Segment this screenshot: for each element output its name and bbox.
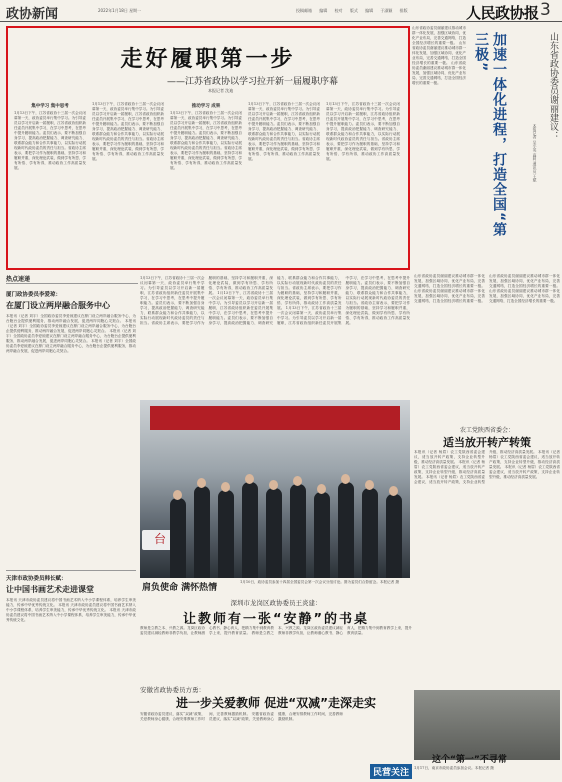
continued-text: 1月13日下午，江苏省政协十三届一次会议闭幕第一天，政协委员举行集中学习。为引导委员以学习开启新一届履职，江苏省政协组织新任委员开展集中学习，在学习中思考，在思考中提升履职能力。委员们表示，要不断加强自身学习，提高政治把握能力、调查研究能力、联系群众能力和合作共事能力，以实际行动展现新时代政协委员的责任与担当。省政协主席表示，要把学习作为履职的基础，坚持学习和履职并重，深化理论武装，做到学有所思、学有所悟、学有所得，推动政协工作高质量发展。 1月13日下午，江苏省政协十三届一次会议闭幕第一天，政协委员举行集中学习。为引导委员以学习开启新一届履职，江苏省政协组织新任委员开展集中学习，在学习中思考，在思考中提升履职能力。委员们表示，要不断加强自身学习，提高政治把握能力、调查研究能力、联系群众能力和合作共事能力，以实际行动展现新时代政协委员的责任与担当。省政协主席表示，要把学习作为履职的基础，坚持学习和履职并重，深化理论武装，做到学有所思、学有所悟、学有所得，推动政协工作高质量发展。 1月13日下午，江苏省政协十三届一次会议闭幕第一天，政协委员举行集中学习。为引导委员以学习开启新一届履职，江苏省政协组织新任委员开展集中学习，在学习中思考，在思考中提升履职能力。委员们表示，要不断加强自身学习，提高政治把握能力、调查研究能力、联系群众能力和合作共事能力，以实际行动展现新时代政协委员的责任与担当。省政协主席表示，要把学习作为履职的基础，坚持学习和履职并重，深化理论武装，做到学有所思、学有所悟、学有所得，推动政协工作高质量发展。 <box>140 276 410 325</box>
article-body: 安徽省政协委员建议，落实“双减”政策，关爱教师身心健康，合理安排教师工作时间，完善教师激励机制。 安徽省政协委员建议，落实“双减”政策，关爱教师身心健康，合理安排教师工作时间，完善教师激励机制。 <box>140 712 343 721</box>
right-feature-author: 本报记者 吴小英 高莉 通讯员 王斌 <box>533 124 538 183</box>
right-feature-body: 山东省政协委员谢丽建议推动城市群一体化发展，加强区域协同，优化产业布局，完善交通网络，打造全国经济增长的重要一极。 山东省政协委员谢丽建议推动城市群一体化发展，加强区域协同，优化产业布局，完善交通网络，打造全国经济增长的重要一极。 山东省政协委员谢丽建议推动城市群一体化发展，加强区域协同，优化产业布局，完善交通网络，打造全国经济增长的重要一极。 <box>412 26 466 85</box>
newspaper-logo: 人民政协报 <box>466 4 539 22</box>
photo-banner <box>150 406 400 430</box>
article-xiamen[interactable] <box>6 290 136 564</box>
main-article-subhead: 推动学习 成果 <box>191 104 221 109</box>
main-article-column: 集中学习 集中思考 1月13日下午，江苏省政协十三届一次会议闭幕第一天，政协委员举行集中学习。为引导委员以学习开启新一届履职，江苏省政协组织新任委员开展集中学习，在学习中思考，在思考中提升履职能力。委员们表示，要不断加强自身学习，提高政治把握能力、调查研究能力、联系群众能力和合作共事能力，以实际行动展现新时代政协委员的责任与担当。省政协主席表示，要把学习作为履职的基础，坚持学习和履职并重，深化理论武装，做到学有所思、学有所悟、学有所得，推动政协工作高质量发展。 <box>14 104 86 170</box>
main-article-title: 走好履职第一步 <box>120 47 296 72</box>
divider <box>6 570 136 571</box>
issue-date: 2022年1月18日 星期一 <box>98 8 142 13</box>
article-kicker: 天津市政协委员韩长赋： <box>6 576 67 582</box>
article-title: 让教师有一张“安静”的书桌 <box>182 612 370 627</box>
footer-logo: 民营关注 <box>370 764 412 779</box>
article-body: 本报讯 天津市政协委员建议将中国书画艺术纳入中小学课程体系，培养学生审美能力，传承中华优秀传统文化。 本报讯 天津市政协委员建议将中国书画艺术纳入中小学课程体系，培养学生审美能力，传承中华优秀传统文化。 本报讯 天津市政协委员建议将中国书画艺术纳入中小学课程体系，培养学生审美能力，传承中华优秀传统文化。 <box>6 598 136 622</box>
right-feature-article[interactable] <box>412 26 558 270</box>
article-title: 在厦门设立两岸融合服务中心 <box>6 301 110 310</box>
hot-news-label: 热点速递 <box>6 274 138 284</box>
article-kicker: 深圳市龙岗区政协委员王炎建： <box>230 599 322 607</box>
section-title: 政协新闻 <box>6 7 59 22</box>
article-body: 本报讯（记者 刘宇）全国政协委员李爱琼建议在厦门设立两岸融合服务中心，为台胞台企提供便利服务，推动两岸融合发展，促进两岸同胞心灵契合。 本报讯（记者 刘宇）全国政协委员李爱琼建议在厦门设立两岸融合服务中心，为台胞台企提供便利服务，推动两岸融合发展，促进两岸同胞心灵契合。 本报讯（记者 刘宇）全国政协委员李爱琼建议在厦门设立两岸融合服务中心，为台胞台企提供便利服务，推动两岸融合发展，促进两岸同胞心灵契合。 本报讯（记者 刘宇）全国政协委员李爱琼建议在厦门设立两岸融合服务中心，为台胞台企提供便利服务，推动两岸融合发展，促进两岸同胞心灵契合。 <box>6 314 136 353</box>
main-article-box[interactable] <box>6 26 410 270</box>
article-kicker: 厦门政协委员李爱琼： <box>6 292 62 298</box>
right-photo-caption: 1月17日，南京市政协委员参加会议。本报记者 摄 <box>414 766 494 770</box>
main-article-column: 1月13日下午，江苏省政协十三届一次会议闭幕第一天，政协委员举行集中学习。为引导委员以学习开启新一届履职，江苏省政协组织新任委员开展集中学习，在学习中思考，在思考中提升履职能力。委员们表示，要不断加强自身学习，提高政治把握能力、调查研究能力、联系群众能力和合作共事能力，以实际行动展现新时代政协委员的责任与担当。省政协主席表示，要把学习作为履职的基础，坚持学习和履职并重，深化理论武装，做到学有所思、学有所悟、学有所得，推动政协工作高质量发展。 <box>248 102 320 161</box>
main-article-subtitle: ——江苏省政协以学习拉开新一届履职序幕 <box>166 77 338 87</box>
article-title: 让中国书画艺术走进课堂 <box>6 585 94 594</box>
right-feature-kicker: 山东省政协委员谢丽建议： <box>548 32 558 140</box>
header-links[interactable]: 投稿邮箱 编辑 校对 版式 编辑 于淑颖 排版 <box>296 8 408 13</box>
page-header <box>0 0 562 22</box>
right-feature-title: 加速一体化进程，打造全国“第三极” <box>473 32 507 238</box>
photo-caption: 1月10日，政协委员参加十四届全国委员会第一次会议分组讨论。图为委员们合影留念。本报记者 摄 <box>240 580 399 584</box>
news-photo[interactable] <box>140 400 410 578</box>
photo-banner-sign: 台 <box>142 530 178 550</box>
photo-caption-title: 肩负使命 满怀热情 <box>142 583 218 593</box>
right-column-text: 山东省政协委员谢丽建议推动城市群一体化发展，加强区域协同，优化产业布局，完善交通网络，打造全国经济增长的重要一极。 山东省政协委员谢丽建议推动城市群一体化发展，加强区域协同，优化产业布局，完善交通网络，打造全国经济增长的重要一极。 山东省政协委员谢丽建议推动城市群一体化发展，加强区域协同，优化产业布局，完善交通网络，打造全国经济增长的重要一极。 山东省政协委员谢丽建议推动城市群一体化发展，加强区域协同，优化产业布局，完善交通网络，打造全国经济增长的重要一极。 <box>414 274 560 303</box>
main-article-author: 本报记者 沈迪 <box>208 88 234 93</box>
article-body: 教师是立教之本、兴教之源。龙岗区政协委员建议减轻教师非教学负担，让教师潜心教书、静心育人，把精力集中到教育教学上来，提升教育质量。 教师是立教之本、兴教之源。龙岗区政协委员建议减轻教师非教学负担，让教师潜心教书、静心育人，把精力集中到教育教学上来，提升教育质量。 <box>140 626 412 635</box>
right-photo[interactable] <box>414 690 560 760</box>
article-body: 本报讯（记者 杨眉）农工党陕西省委会建议，适当放开转产政策，支持企业转型升级，推动经济高质量发展。 本报讯（记者 杨眉）农工党陕西省委会建议，适当放开转产政策，支持企业转型升级，推动经济高质量发展。 本报讯（记者 杨眉）农工党陕西省委会建议，适当放开转产政策，支持企业转型升级，推动经济高质量发展。 本报讯（记者 杨眉）农工党陕西省委会建议，适当放开转产政策，支持企业转型升级，推动经济高质量发展。 本报讯（记者 杨眉）农工党陕西省委会建议，适当放开转产政策，支持企业转型升级，推动经济高质量发展。 <box>414 450 560 484</box>
article-kicker: 安徽省政协委员方勇： <box>140 686 205 694</box>
main-article-subhead: 集中学习 集中思考 <box>31 104 69 109</box>
article-kicker: 农工党陕西省委会： <box>459 427 514 434</box>
page-number: 3 <box>540 0 551 20</box>
article-tianjin[interactable] <box>6 574 136 778</box>
main-article-column: 推动学习 成果 1月13日下午，江苏省政协十三届一次会议闭幕第一天，政协委员举行集中学习。为引导委员以学习开启新一届履职，江苏省政协组织新任委员开展集中学习，在学习中思考，在思考中提升履职能力。委员们表示，要不断加强自身学习，提高政治把握能力、调查研究能力、联系群众能力和合作共事能力，以实际行动展现新时代政协委员的责任与担当。省政协主席表示，要把学习作为履职的基础，坚持学习和履职并重，深化理论武装，做到学有所思、学有所悟、学有所得，推动政协工作高质量发展。 <box>170 104 242 170</box>
article-title: 进一步关爱教师 促进“双减”走深走实 <box>176 696 376 710</box>
right-photo-title: 这个“第一”不寻常 <box>432 755 507 765</box>
article-title: 适当放开转产转策 <box>443 436 531 449</box>
main-article-column: 1月13日下午，江苏省政协十三届一次会议闭幕第一天，政协委员举行集中学习。为引导委员以学习开启新一届履职，江苏省政协组织新任委员开展集中学习，在学习中思考，在思考中提升履职能力。委员们表示，要不断加强自身学习，提高政治把握能力、调查研究能力、联系群众能力和合作共事能力，以实际行动展现新时代政协委员的责任与担当。省政协主席表示，要把学习作为履职的基础，坚持学习和履职并重，深化理论武装，做到学有所思、学有所悟、学有所得，推动政协工作高质量发展。 <box>92 102 164 161</box>
main-article-column: 1月13日下午，江苏省政协十三届一次会议闭幕第一天，政协委员举行集中学习。为引导委员以学习开启新一届履职，江苏省政协组织新任委员开展集中学习，在学习中思考，在思考中提升履职能力。委员们表示，要不断加强自身学习，提高政治把握能力、调查研究能力、联系群众能力和合作共事能力，以实际行动展现新时代政协委员的责任与担当。省政协主席表示，要把学习作为履职的基础，坚持学习和履职并重，深化理论武装，做到学有所思、学有所悟、学有所得，推动政协工作高质量发展。 <box>326 102 400 161</box>
